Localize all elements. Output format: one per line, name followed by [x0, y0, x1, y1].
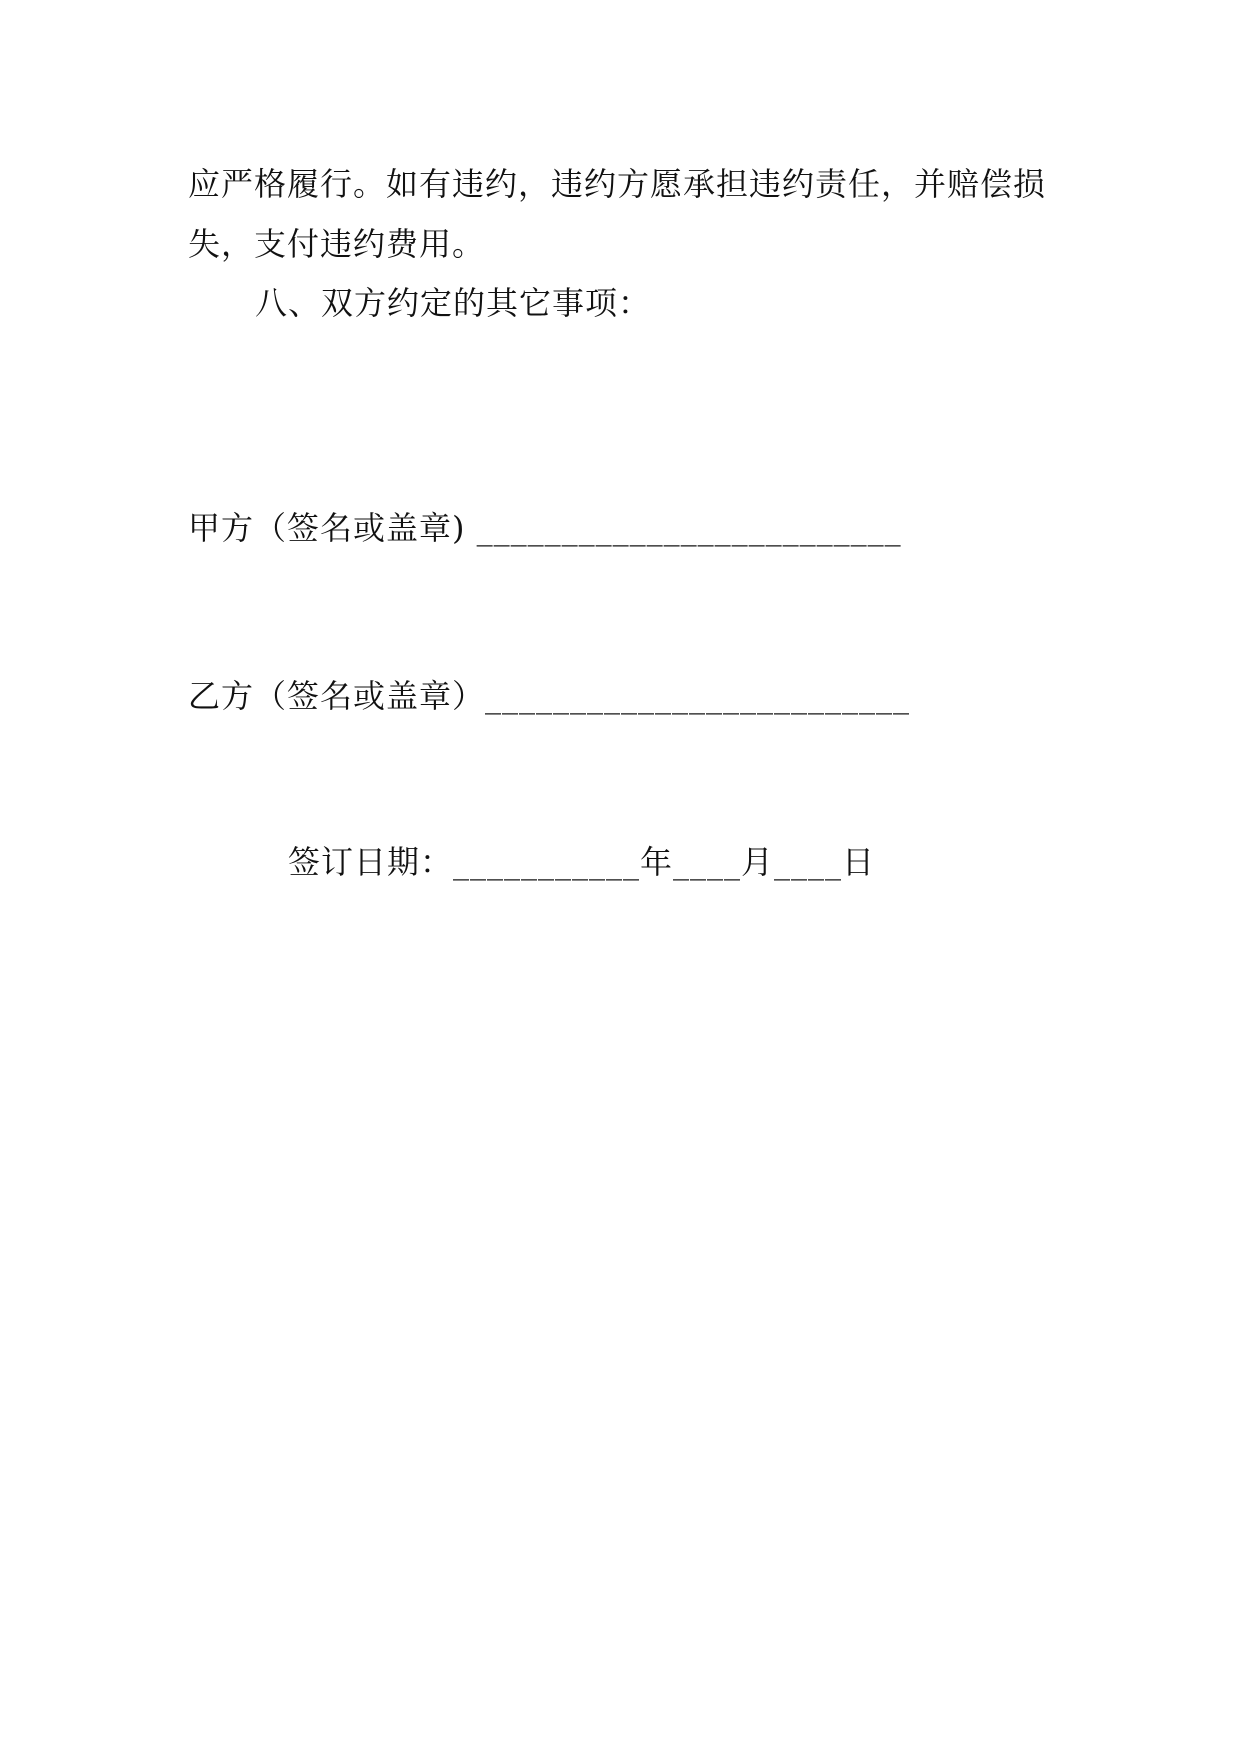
signing-date-line: 签订日期：___________年____月____日	[288, 843, 876, 881]
clause-text-line-1: 应严格履行。如有违约，违约方愿承担违约责任，并赔偿损	[188, 165, 1047, 203]
party-a-signature-line: 甲方（签名或盖章) _________________________	[188, 509, 902, 547]
section-heading-other-matters: 八、双方约定的其它事项：	[255, 284, 652, 322]
clause-text-line-2: 失，支付违约费用。	[188, 225, 486, 263]
party-b-signature-line: 乙方（签名或盖章）_________________________	[188, 677, 911, 715]
